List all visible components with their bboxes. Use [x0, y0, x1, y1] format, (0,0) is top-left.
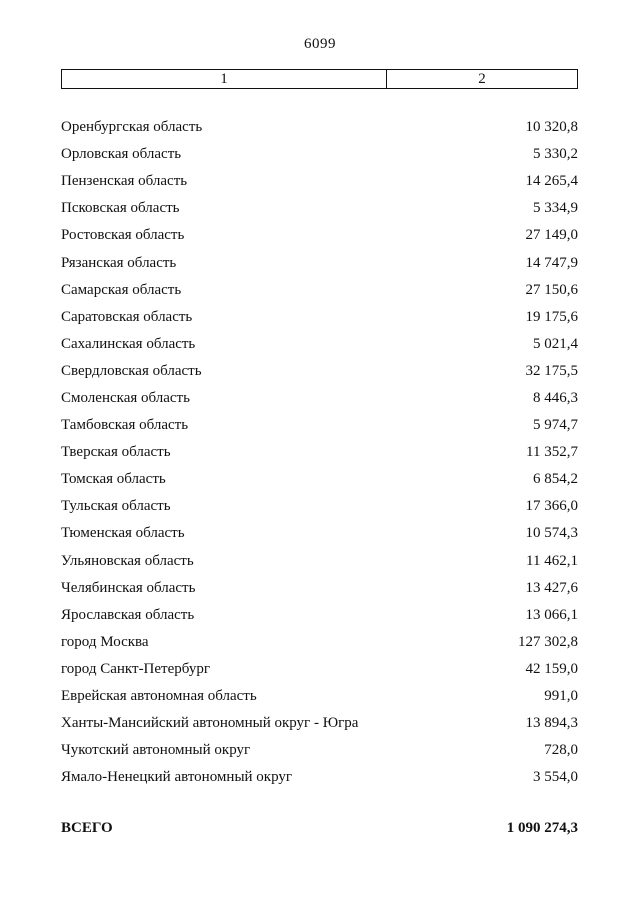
- region-name: Тамбовская область: [61, 417, 189, 434]
- total-value: 1 090 274,3: [506, 820, 578, 836]
- region-name: город Санкт-Петербург: [61, 660, 210, 677]
- region-name: Тверская область: [61, 444, 171, 461]
- region-name: Чукотский автономный округ: [61, 742, 251, 759]
- region-value: 5 334,9: [533, 200, 578, 217]
- table-row: [61, 683, 578, 710]
- region-value: 17 366,0: [525, 498, 578, 515]
- region-value: 11 352,7: [526, 444, 578, 461]
- table-row: [61, 114, 578, 141]
- region-name: Тульская область: [61, 498, 171, 515]
- page-number: 6099: [304, 36, 336, 52]
- region-name: Свердловская область: [61, 362, 202, 379]
- table-row: [61, 249, 578, 276]
- region-name: Ханты-Мансийский автономный округ - Югра: [61, 715, 359, 732]
- region-value: 10 574,3: [525, 525, 578, 542]
- table-row: [61, 168, 578, 195]
- region-list: [61, 114, 578, 791]
- table-row: [61, 629, 578, 656]
- region-value: 13 427,6: [525, 579, 578, 596]
- region-name: Ярославская область: [61, 606, 195, 623]
- region-name: Челябинская область: [61, 579, 196, 596]
- table-row: [61, 575, 578, 602]
- region-name: Тюменская область: [61, 525, 185, 542]
- region-value: 13 894,3: [525, 715, 578, 732]
- region-value: 27 150,6: [525, 281, 578, 298]
- region-name: Рязанская область: [61, 254, 177, 271]
- region-name: Ульяновская область: [61, 552, 194, 569]
- table-row: [61, 439, 578, 466]
- region-value: 3 554,0: [533, 769, 578, 786]
- table-row: [61, 656, 578, 683]
- region-value: 13 066,1: [525, 606, 578, 623]
- table-row: [61, 764, 578, 791]
- region-value: 19 175,6: [525, 308, 578, 325]
- table-row: [61, 195, 578, 222]
- region-value: 14 747,9: [525, 254, 578, 271]
- table-row: [61, 710, 578, 737]
- region-value: 991,0: [544, 688, 578, 705]
- region-name: Оренбургская область: [61, 119, 203, 136]
- region-name: Пензенская область: [61, 173, 188, 190]
- total-row: [61, 820, 578, 837]
- region-name: Саратовская область: [61, 308, 193, 325]
- table-row: [61, 602, 578, 629]
- column-header-table: [61, 69, 578, 89]
- region-name: Томская область: [61, 471, 166, 488]
- table-row: [61, 520, 578, 547]
- region-name: Еврейская автономная область: [61, 688, 257, 705]
- region-name: Ямало-Ненецкий автономный округ: [61, 769, 293, 786]
- region-value: 8 446,3: [533, 389, 578, 406]
- table-row: [61, 141, 578, 168]
- region-value: 14 265,4: [525, 173, 578, 190]
- region-value: 127 302,8: [518, 633, 578, 650]
- region-name: Смоленская область: [61, 389, 190, 406]
- region-value: 42 159,0: [525, 660, 578, 677]
- table-row: [61, 493, 578, 520]
- region-value: 728,0: [544, 742, 578, 759]
- region-value: 6 854,2: [533, 471, 578, 488]
- table-row: [61, 737, 578, 764]
- region-value: 5 021,4: [533, 335, 578, 352]
- table-row: [61, 412, 578, 439]
- region-value: 32 175,5: [525, 362, 578, 379]
- region-value: 27 149,0: [525, 227, 578, 244]
- column-header-1: 1: [62, 70, 387, 88]
- table-row: [61, 548, 578, 575]
- region-name: Самарская область: [61, 281, 182, 298]
- table-row: [61, 304, 578, 331]
- total-label: ВСЕГО: [61, 820, 113, 836]
- region-name: Сахалинская область: [61, 335, 196, 352]
- column-header-2: 2: [478, 70, 486, 87]
- region-name: Орловская область: [61, 146, 182, 163]
- table-row: [61, 385, 578, 412]
- table-row: [61, 222, 578, 249]
- region-value: 5 330,2: [533, 146, 578, 163]
- region-value: 10 320,8: [525, 119, 578, 136]
- table-row: [61, 466, 578, 493]
- table-row: [61, 331, 578, 358]
- table-row: [61, 277, 578, 304]
- region-value: 5 974,7: [533, 417, 578, 434]
- region-name: Псковская область: [61, 200, 180, 217]
- region-name: Ростовская область: [61, 227, 185, 244]
- region-value: 11 462,1: [526, 552, 578, 569]
- region-name: город Москва: [61, 633, 149, 650]
- table-row: [61, 358, 578, 385]
